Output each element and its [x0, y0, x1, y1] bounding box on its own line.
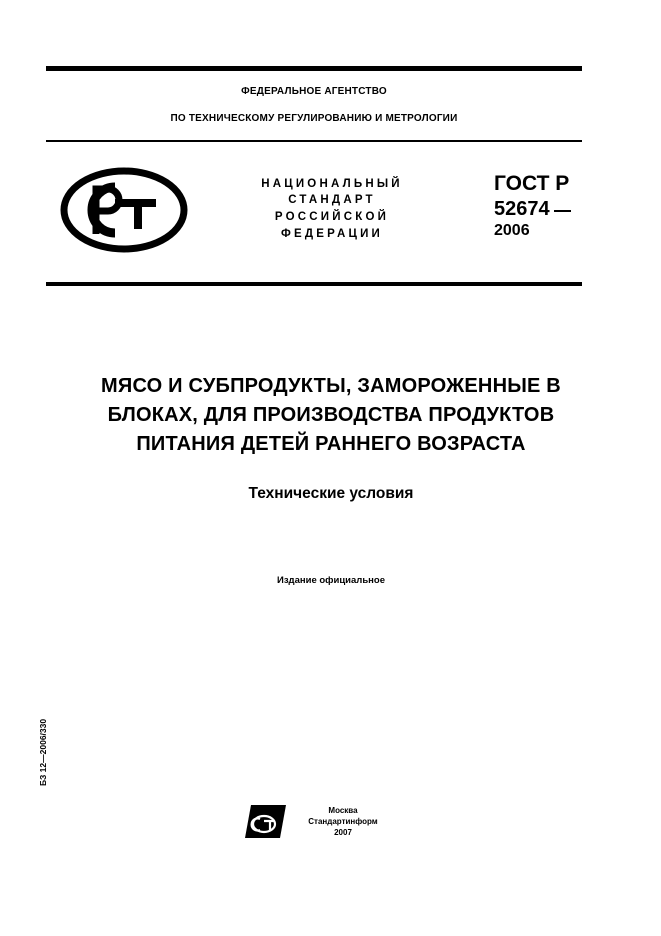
document-title-line-3: ПИТАНИЯ ДЕТЕЙ РАННЕГО ВОЗРАСТА [136, 433, 526, 455]
publisher-year: 2007 [334, 828, 352, 837]
designation-prefix: ГОСТ Р [494, 172, 570, 195]
document-title-line-2: БЛОКАХ, ДЛЯ ПРОИЗВОДСТВА ПРОДУКТОВ [107, 404, 555, 426]
document-title-line-1: МЯСО И СУБПРОДУКТЫ, ЗАМОРОЖЕННЫЕ В [101, 375, 561, 397]
agency-line-2: ПО ТЕХНИЧЕСКОМУ РЕГУЛИРОВАНИЮ И МЕТРОЛОГИИ [170, 113, 458, 124]
bottom-rule [46, 282, 582, 286]
standard-type-line-3: РОССИЙСКОЙ [274, 211, 390, 223]
standard-type-line-2: СТАНДАРТ [288, 194, 376, 206]
agency-line-1: ФЕДЕРАЛЬНОЕ АГЕНТСТВО [241, 86, 387, 97]
publisher-city: Москва [328, 806, 358, 815]
publisher-name: Стандартинформ [308, 817, 378, 826]
standard-type-line-1: НАЦИОНАЛЬНЫЙ [261, 178, 403, 190]
middle-rule [46, 140, 582, 142]
designation-number: 52674 [494, 198, 550, 220]
standard-type-line-4: ФЕДЕРАЦИИ [280, 228, 384, 240]
edition-label: Издание официальное [277, 575, 385, 586]
standartinform-logo-icon [245, 805, 286, 838]
document-subtitle: Технические условия [248, 485, 414, 502]
designation-year: 2006 [494, 222, 530, 239]
designation-dash [554, 210, 571, 212]
side-code: БЗ 12—2006/330 [38, 718, 48, 786]
rst-logo-icon [60, 167, 188, 253]
top-rule [46, 66, 582, 71]
